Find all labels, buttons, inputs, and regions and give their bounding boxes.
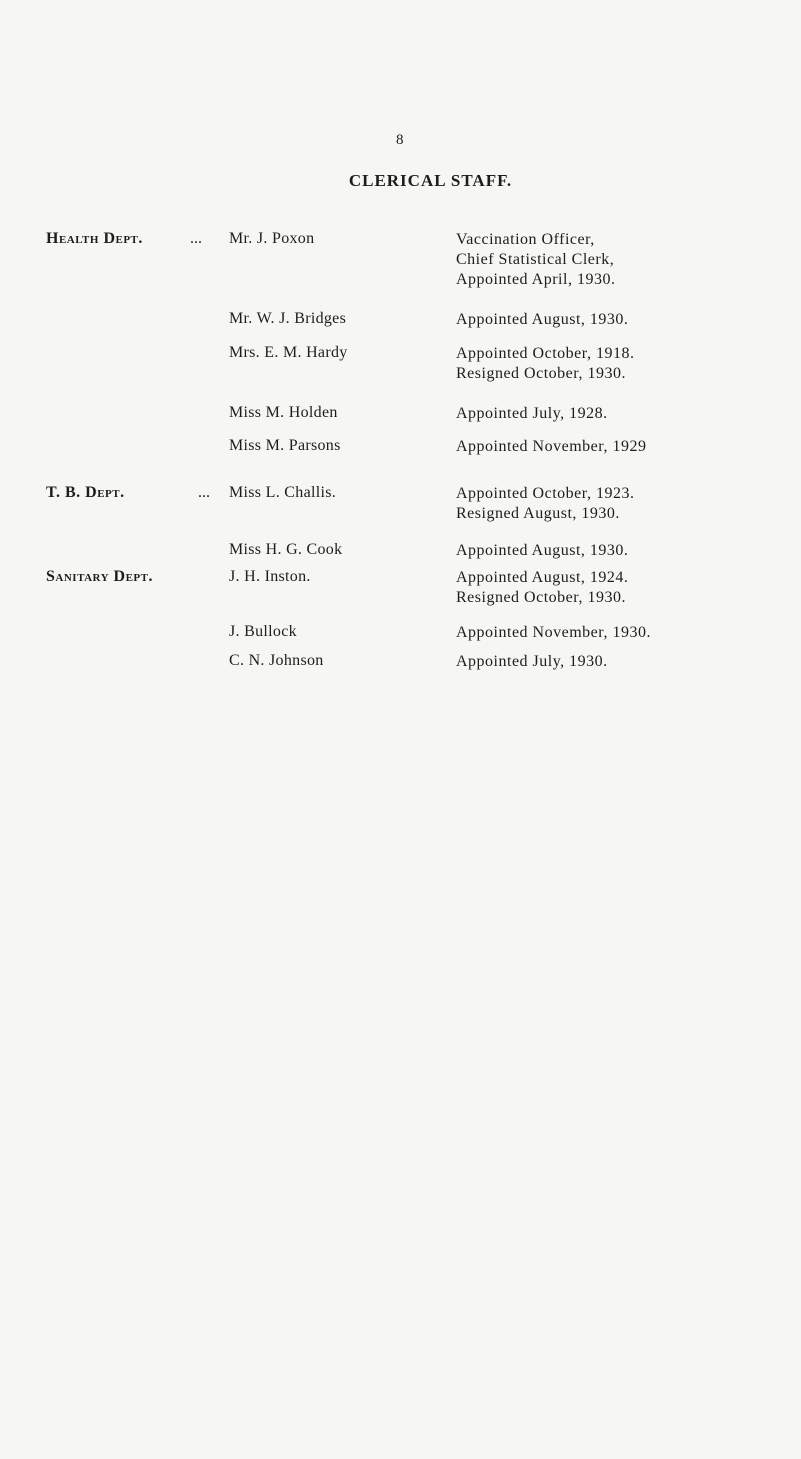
staff-detail-line: Resigned August, 1930.: [456, 505, 620, 522]
staff-detail: [456, 344, 634, 384]
staff-detail: [456, 310, 628, 330]
staff-detail: [456, 652, 608, 672]
staff-detail: [456, 230, 615, 290]
staff-detail: [456, 541, 628, 561]
staff-name: Mr. W. J. Bridges: [229, 310, 347, 327]
staff-detail-line: Chief Statistical Clerk,: [456, 251, 615, 268]
staff-detail-line: Appointed July, 1928.: [456, 405, 608, 422]
staff-name: Miss M. Parsons: [229, 437, 341, 454]
staff-name: J. H. Inston.: [229, 568, 311, 585]
staff-detail: [456, 568, 628, 608]
staff-name: C. N. Johnson: [229, 652, 324, 669]
staff-detail-line: Appointed November, 1930.: [456, 624, 651, 641]
staff-detail: [456, 404, 608, 424]
staff-detail-line: Resigned October, 1930.: [456, 365, 626, 382]
department-label: Health Dept.: [46, 230, 143, 247]
staff-name: Miss M. Holden: [229, 404, 338, 421]
staff-detail-line: Appointed July, 1930.: [456, 653, 608, 670]
staff-name: Miss H. G. Cook: [229, 541, 343, 558]
staff-detail-line: Appointed October, 1918.: [456, 345, 635, 362]
staff-detail: [456, 437, 646, 457]
department-label: Sanitary Dept.: [46, 568, 153, 585]
staff-name: Miss L. Challis.: [229, 484, 337, 501]
staff-name: J. Bullock: [229, 623, 297, 640]
leader-dots: ...: [198, 484, 210, 501]
department-label: T. B. Dept.: [46, 484, 125, 501]
leader-dots: ...: [190, 230, 202, 247]
staff-detail: [456, 623, 651, 643]
staff-detail-line: Appointed April, 1930.: [456, 271, 616, 288]
staff-detail-line: Vaccination Officer,: [456, 231, 595, 248]
staff-detail-line: Appointed November, 1929: [456, 438, 647, 455]
staff-detail: [456, 484, 634, 524]
staff-detail-line: Appointed August, 1930.: [456, 542, 629, 559]
page-number: 8: [396, 132, 404, 148]
staff-detail-line: Appointed August, 1930.: [456, 311, 629, 328]
staff-name: Mrs. E. M. Hardy: [229, 344, 348, 361]
staff-detail-line: Appointed October, 1923.: [456, 485, 635, 502]
staff-detail-line: Appointed August, 1924.: [456, 569, 629, 586]
staff-detail-line: Resigned October, 1930.: [456, 589, 626, 606]
staff-name: Mr. J. Poxon: [229, 230, 315, 247]
page-title: CLERICAL STAFF.: [348, 171, 513, 190]
